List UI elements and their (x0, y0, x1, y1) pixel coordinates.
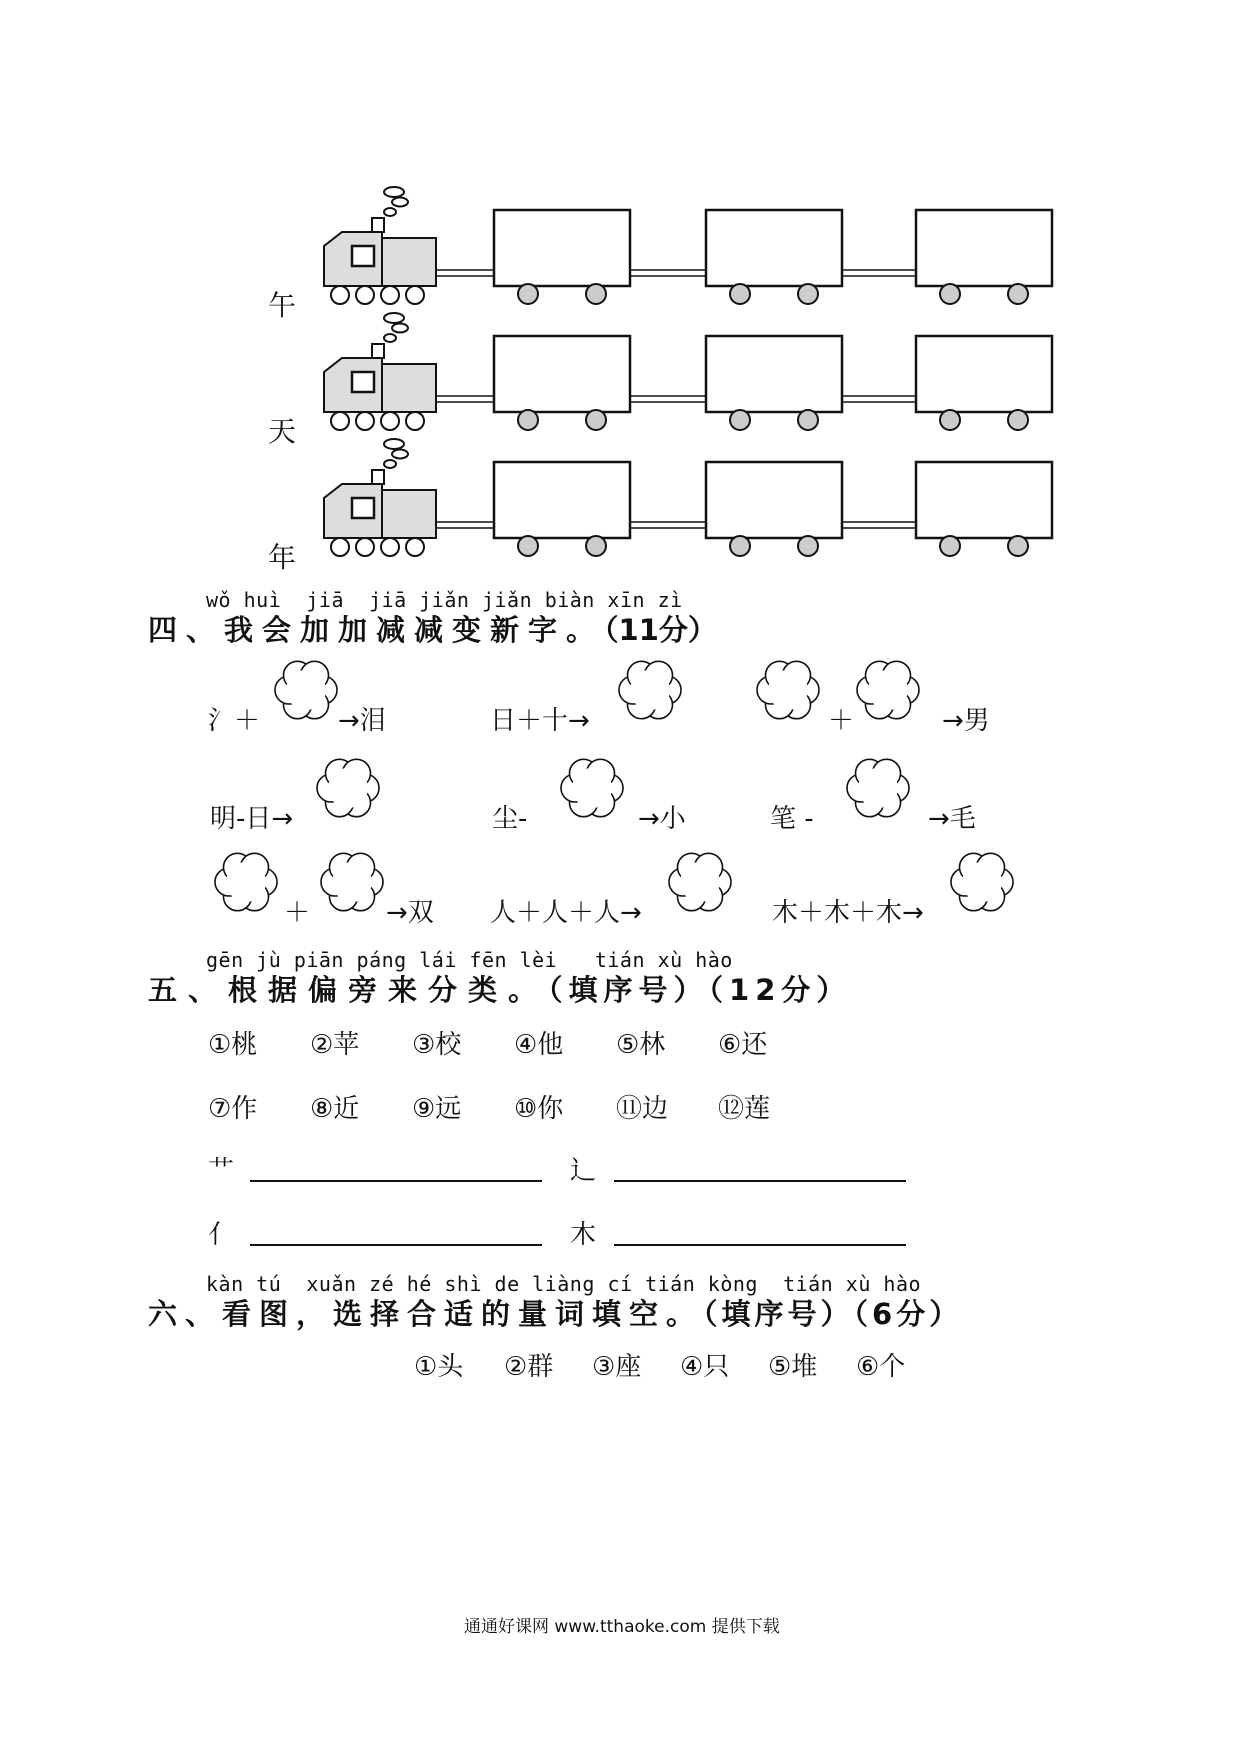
blank-ren[interactable] (250, 1244, 542, 1246)
chimney (372, 218, 384, 232)
puzzle-2c-right: →毛 (928, 804, 976, 834)
train-car (494, 462, 630, 538)
footer-credit: 通通好课网 www.tthaoke.com 提供下载 (464, 1617, 780, 1637)
option-8: ⑧近 (310, 1094, 360, 1124)
measure-word-6: ⑥个 (856, 1352, 906, 1382)
puzzle-1c-right: →男 (942, 706, 990, 736)
flower-center (226, 862, 266, 902)
flower-answer-blank[interactable] (614, 654, 686, 726)
puzzle-2b-right: →小 (638, 804, 686, 834)
puzzle-1b-left: 日＋十→ (490, 706, 590, 736)
flower-answer-blank[interactable] (752, 654, 824, 726)
car-wheel (1008, 536, 1028, 556)
smoke-puff (392, 324, 408, 333)
engine-wheel (331, 538, 349, 556)
train-figure (318, 182, 1058, 312)
train-figure (318, 434, 1058, 564)
smoke-puff (384, 313, 404, 323)
option-9: ⑨远 (412, 1094, 462, 1124)
train-car (706, 336, 842, 412)
flower-center (868, 670, 908, 710)
puzzle-3b-left: 人＋人＋人→ (490, 898, 642, 928)
option-7: ⑦作 (208, 1094, 258, 1124)
flower-center (680, 862, 720, 902)
smoke-puff (384, 439, 404, 449)
smoke-puff (392, 198, 408, 207)
option-1: ①桃 (208, 1030, 258, 1060)
section6-pinyin: kàn tú xuǎn zé hé shì de liàng cí tián kòng tián xù hào (206, 1272, 922, 1296)
option-3: ③校 (412, 1030, 462, 1060)
blank-chuo[interactable] (614, 1180, 906, 1182)
flower-answer-blank[interactable] (946, 846, 1018, 918)
flower-answer-blank[interactable] (210, 846, 282, 918)
engine-window (352, 246, 374, 266)
car-wheel (730, 284, 750, 304)
engine-wheel (331, 412, 349, 430)
option-12: ⑫莲 (718, 1094, 771, 1124)
engine-wheel (356, 286, 374, 304)
puzzle-1c-plus: ＋ (828, 706, 855, 736)
flower-answer-blank[interactable] (316, 846, 388, 918)
flower-center (768, 670, 808, 710)
car-wheel (798, 410, 818, 430)
section4-pinyin: wǒ huì jiā jiā jiǎn jiǎn biàn xīn zì (206, 588, 683, 612)
option-11: ⑪边 (616, 1094, 669, 1124)
option-10: ⑩你 (514, 1094, 564, 1124)
train-figure (318, 308, 1058, 438)
train-car (494, 336, 630, 412)
engine-window (352, 498, 374, 518)
blank-cao[interactable] (250, 1180, 542, 1182)
flower-answer-blank[interactable] (664, 846, 736, 918)
option-6: ⑥还 (718, 1030, 768, 1060)
puzzle-3a-right: →双 (386, 898, 434, 928)
engine-wheel (381, 286, 399, 304)
chimney (372, 470, 384, 484)
puzzle-1a-right: →泪 (338, 706, 386, 736)
engine-boiler (382, 364, 436, 412)
train-car (494, 210, 630, 286)
measure-word-5: ⑤堆 (768, 1352, 818, 1382)
train-car (916, 462, 1052, 538)
smoke-puff (384, 334, 396, 342)
engine-window (352, 372, 374, 392)
flower-answer-blank[interactable] (852, 654, 924, 726)
puzzle-3a-plus: ＋ (284, 898, 311, 928)
flower-center (328, 768, 368, 808)
car-wheel (1008, 284, 1028, 304)
engine-wheel (406, 538, 424, 556)
measure-word-1: ①头 (414, 1352, 464, 1382)
radical-ren: 亻 (208, 1220, 235, 1250)
engine-wheel (406, 286, 424, 304)
option-4: ④他 (514, 1030, 564, 1060)
engine-boiler (382, 238, 436, 286)
chimney (372, 344, 384, 358)
radical-cao: 艹 (208, 1156, 235, 1186)
car-wheel (518, 536, 538, 556)
car-wheel (586, 410, 606, 430)
measure-word-3: ③座 (592, 1352, 642, 1382)
engine-wheel (331, 286, 349, 304)
car-wheel (730, 410, 750, 430)
section4-heading: 四、我会加加减减变新字。（11分） (148, 613, 717, 647)
car-wheel (586, 284, 606, 304)
smoke-puff (392, 450, 408, 459)
car-wheel (798, 284, 818, 304)
engine-wheel (406, 412, 424, 430)
section6-heading: 六、看图，选择合适的量词填空。（填序号）（6分） (148, 1297, 963, 1331)
car-wheel (940, 284, 960, 304)
option-5: ⑤林 (616, 1030, 666, 1060)
car-wheel (1008, 410, 1028, 430)
flower-center (858, 768, 898, 808)
engine-wheel (381, 412, 399, 430)
flower-center (630, 670, 670, 710)
smoke-puff (384, 187, 404, 197)
puzzle-2b-left: 尘- (492, 804, 528, 834)
car-wheel (798, 536, 818, 556)
train-car (706, 210, 842, 286)
puzzle-1a-left: 氵＋ (208, 706, 261, 736)
flower-answer-blank[interactable] (312, 752, 384, 824)
puzzle-3c-left: 木＋木＋木→ (772, 898, 924, 928)
section5-heading: 五、根据偏旁来分类。（填序号）（12分） (148, 973, 852, 1007)
flower-center (332, 862, 372, 902)
option-2: ②苹 (310, 1030, 360, 1060)
car-wheel (730, 536, 750, 556)
flower-center (572, 768, 612, 808)
radical-mu: 木 (570, 1220, 597, 1250)
train-car (916, 336, 1052, 412)
engine-wheel (381, 538, 399, 556)
section5-pinyin: gēn jù piān páng lái fēn lèi tián xù hào (206, 948, 733, 972)
puzzle-2c-left: 笔 - (770, 804, 814, 834)
train-car (706, 462, 842, 538)
smoke-puff (384, 460, 396, 468)
puzzle-2a-left: 明-日→ (210, 804, 294, 834)
measure-word-2: ②群 (504, 1352, 554, 1382)
train-label: 天 (268, 415, 297, 448)
measure-word-4: ④只 (680, 1352, 730, 1382)
car-wheel (518, 410, 538, 430)
engine-wheel (356, 412, 374, 430)
engine-boiler (382, 490, 436, 538)
train-car (916, 210, 1052, 286)
flower-answer-blank[interactable] (556, 752, 628, 824)
flower-answer-blank[interactable] (270, 654, 342, 726)
engine-wheel (356, 538, 374, 556)
train-label: 年 (268, 541, 297, 574)
flower-center (286, 670, 326, 710)
car-wheel (518, 284, 538, 304)
blank-mu[interactable] (614, 1244, 906, 1246)
car-wheel (940, 410, 960, 430)
radical-chuo: 辶 (570, 1156, 597, 1186)
car-wheel (940, 536, 960, 556)
train-label: 午 (268, 289, 297, 322)
flower-center (962, 862, 1002, 902)
car-wheel (586, 536, 606, 556)
flower-answer-blank[interactable] (842, 752, 914, 824)
smoke-puff (384, 208, 396, 216)
